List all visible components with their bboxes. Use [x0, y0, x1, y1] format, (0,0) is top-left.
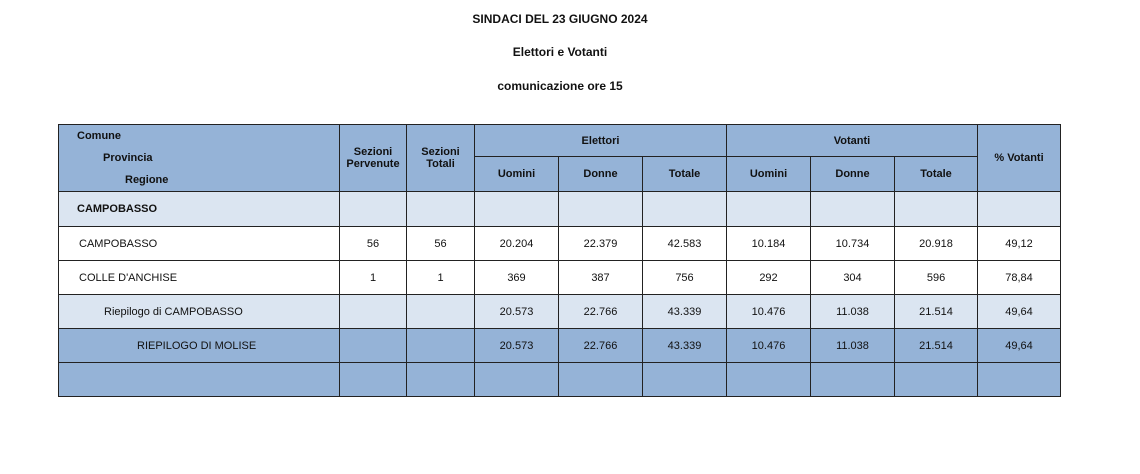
- sezioni-pervenute: 56: [340, 227, 407, 261]
- percent-votanti: 49,64: [978, 295, 1061, 329]
- header-votanti: Votanti: [727, 125, 978, 157]
- header-votanti-uomini: Uomini: [727, 157, 811, 192]
- elettori-uomini: 20.204: [475, 227, 559, 261]
- votanti-uomini: 10.476: [727, 295, 811, 329]
- elettori-uomini: 20.573: [475, 295, 559, 329]
- results-table: [58, 124, 1061, 397]
- header-regione: Regione: [125, 174, 169, 186]
- votanti-uomini: 10.476: [727, 329, 811, 363]
- province-row: [59, 192, 1061, 227]
- riepilogo-provincia-name: Riepilogo di CAMPOBASSO: [59, 295, 340, 329]
- sezioni-totali: 56: [407, 227, 475, 261]
- header-elettori-totale: Totale: [643, 157, 727, 192]
- elettori-uomini: 20.573: [475, 329, 559, 363]
- header-elettori-donne: Donne: [559, 157, 643, 192]
- percent-votanti: 49,64: [978, 329, 1061, 363]
- header-elettori-uomini: Uomini: [475, 157, 559, 192]
- votanti-totale: 20.918: [895, 227, 978, 261]
- communication-time: comunicazione ore 15: [497, 79, 623, 93]
- header-provincia: Provincia: [103, 152, 153, 164]
- sezioni-pervenute: 1: [340, 261, 407, 295]
- table-row: [59, 227, 1061, 261]
- percent-votanti: 49,12: [978, 227, 1061, 261]
- percent-votanti: 78,84: [978, 261, 1061, 295]
- header-sezioni-pervenute: Sezioni Pervenute: [340, 125, 407, 192]
- comune-name: COLLE D'ANCHISE: [59, 261, 340, 295]
- elettori-totale: 43.339: [643, 295, 727, 329]
- header-sezioni-totali: Sezioni Totali: [407, 125, 475, 192]
- table-row: [59, 261, 1061, 295]
- elettori-uomini: 369: [475, 261, 559, 295]
- header-comune: Comune: [77, 130, 121, 142]
- empty-row: [59, 363, 1061, 397]
- header-comune-provincia-regione: [59, 125, 340, 192]
- votanti-donne: 10.734: [811, 227, 895, 261]
- elettori-donne: 22.766: [559, 329, 643, 363]
- votanti-uomini: 10.184: [727, 227, 811, 261]
- elettori-donne: 22.379: [559, 227, 643, 261]
- elettori-donne: 387: [559, 261, 643, 295]
- votanti-uomini: 292: [727, 261, 811, 295]
- elettori-totale: 43.339: [643, 329, 727, 363]
- riepilogo-regione-name: RIEPILOGO DI MOLISE: [59, 329, 340, 363]
- header-percent-votanti: % Votanti: [978, 125, 1061, 192]
- header-elettori: Elettori: [475, 125, 727, 157]
- votanti-donne: 11.038: [811, 329, 895, 363]
- header-votanti-totale: Totale: [895, 157, 978, 192]
- riepilogo-regione-row: [59, 329, 1061, 363]
- comune-name: CAMPOBASSO: [59, 227, 340, 261]
- votanti-totale: 21.514: [895, 329, 978, 363]
- votanti-totale: 21.514: [895, 295, 978, 329]
- header-votanti-donne: Donne: [811, 157, 895, 192]
- document-subtitle: Elettori e Votanti: [512, 45, 608, 59]
- votanti-totale: 596: [895, 261, 978, 295]
- province-name: CAMPOBASSO: [59, 192, 340, 227]
- riepilogo-provincia-row: [59, 295, 1061, 329]
- sezioni-totali: 1: [407, 261, 475, 295]
- document-title: SINDACI DEL 23 GIUGNO 2024: [472, 12, 648, 26]
- votanti-donne: 11.038: [811, 295, 895, 329]
- votanti-donne: 304: [811, 261, 895, 295]
- elettori-totale: 42.583: [643, 227, 727, 261]
- elettori-donne: 22.766: [559, 295, 643, 329]
- elettori-totale: 756: [643, 261, 727, 295]
